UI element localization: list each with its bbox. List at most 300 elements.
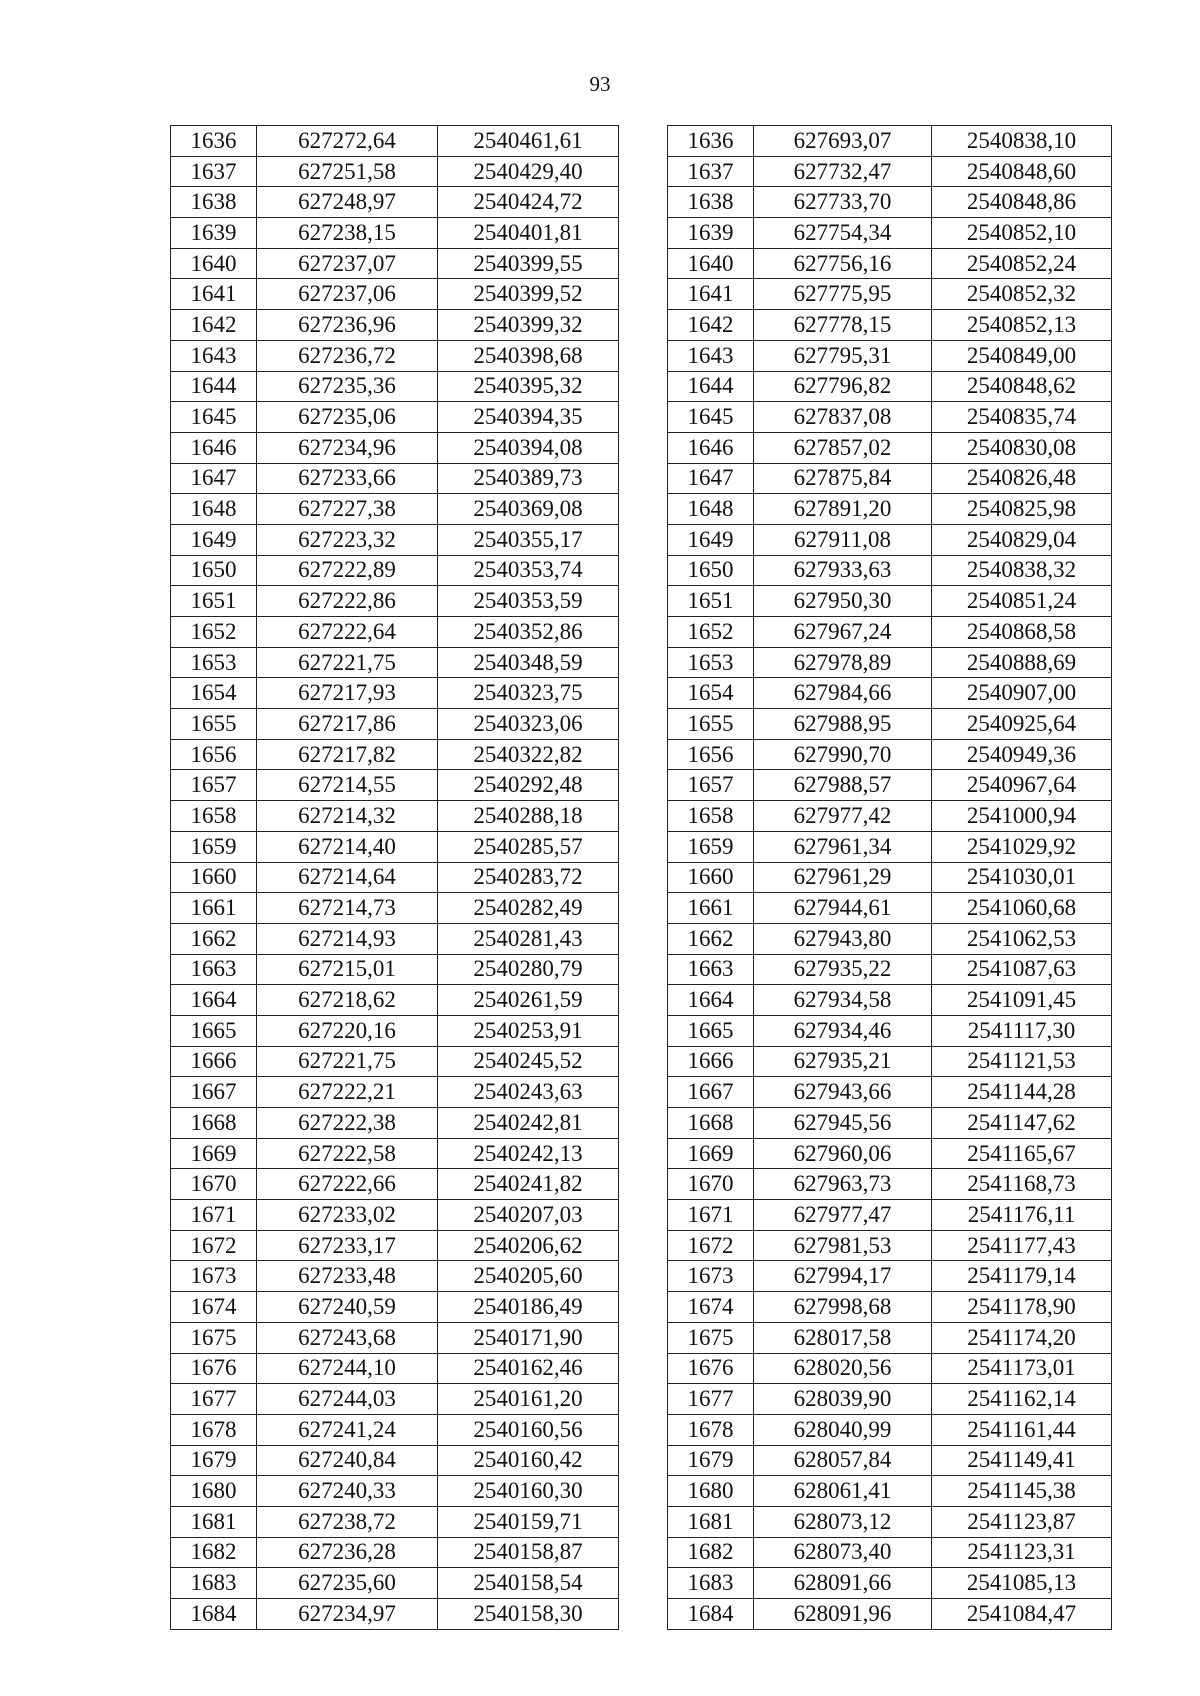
left-point-number: 1654 (171, 678, 257, 709)
left-point-number: 1684 (171, 1599, 257, 1630)
left-x-coordinate: 627235,60 (257, 1568, 438, 1599)
left-x-coordinate: 627237,07 (257, 248, 438, 279)
table-row (171, 1537, 1112, 1568)
column-gap (619, 432, 668, 463)
left-y-coordinate: 2540283,72 (438, 862, 619, 893)
table-row (171, 340, 1112, 371)
table-row (171, 187, 1112, 218)
left-x-coordinate: 627235,36 (257, 371, 438, 402)
right-point-number: 1662 (668, 923, 754, 954)
table-row (171, 923, 1112, 954)
left-point-number: 1648 (171, 494, 257, 525)
column-gap (619, 1537, 668, 1568)
left-x-coordinate: 627227,38 (257, 494, 438, 525)
column-gap (619, 340, 668, 371)
left-y-coordinate: 2540424,72 (438, 187, 619, 218)
right-y-coordinate: 2540852,24 (932, 248, 1112, 279)
left-x-coordinate: 627214,93 (257, 923, 438, 954)
left-x-coordinate: 627214,32 (257, 801, 438, 832)
column-gap (619, 709, 668, 740)
right-point-number: 1667 (668, 1077, 754, 1108)
left-point-number: 1658 (171, 801, 257, 832)
table-row (171, 1506, 1112, 1537)
left-y-coordinate: 2540369,08 (438, 494, 619, 525)
left-point-number: 1667 (171, 1077, 257, 1108)
right-point-number: 1666 (668, 1046, 754, 1077)
right-y-coordinate: 2541085,13 (932, 1568, 1112, 1599)
left-x-coordinate: 627222,89 (257, 555, 438, 586)
right-y-coordinate: 2540825,98 (932, 494, 1112, 525)
left-y-coordinate: 2540394,08 (438, 432, 619, 463)
right-x-coordinate: 627911,08 (754, 524, 932, 555)
right-point-number: 1659 (668, 831, 754, 862)
left-y-coordinate: 2540158,30 (438, 1599, 619, 1630)
left-point-number: 1645 (171, 402, 257, 433)
left-point-number: 1636 (171, 126, 257, 157)
right-x-coordinate: 628091,96 (754, 1599, 932, 1630)
column-gap (619, 1384, 668, 1415)
right-x-coordinate: 627988,57 (754, 770, 932, 801)
right-point-number: 1673 (668, 1261, 754, 1292)
left-y-coordinate: 2540322,82 (438, 739, 619, 770)
left-y-coordinate: 2540205,60 (438, 1261, 619, 1292)
right-x-coordinate: 627978,89 (754, 647, 932, 678)
right-point-number: 1654 (668, 678, 754, 709)
left-point-number: 1678 (171, 1414, 257, 1445)
table-row (171, 524, 1112, 555)
right-point-number: 1684 (668, 1599, 754, 1630)
right-y-coordinate: 2541162,14 (932, 1384, 1112, 1415)
right-point-number: 1682 (668, 1537, 754, 1568)
left-point-number: 1659 (171, 831, 257, 862)
table-row (171, 893, 1112, 924)
table-row (171, 954, 1112, 985)
left-point-number: 1683 (171, 1568, 257, 1599)
right-x-coordinate: 627943,66 (754, 1077, 932, 1108)
right-y-coordinate: 2541145,38 (932, 1476, 1112, 1507)
left-point-number: 1647 (171, 463, 257, 494)
left-y-coordinate: 2540323,06 (438, 709, 619, 740)
coordinates-table-body (171, 126, 1112, 1630)
left-x-coordinate: 627217,86 (257, 709, 438, 740)
column-gap (619, 218, 668, 249)
left-point-number: 1681 (171, 1506, 257, 1537)
left-x-coordinate: 627240,59 (257, 1292, 438, 1323)
column-gap (619, 1169, 668, 1200)
left-y-coordinate: 2540158,54 (438, 1568, 619, 1599)
left-point-number: 1657 (171, 770, 257, 801)
right-x-coordinate: 627934,46 (754, 1015, 932, 1046)
table-row (171, 678, 1112, 709)
right-x-coordinate: 627984,66 (754, 678, 932, 709)
left-point-number: 1676 (171, 1353, 257, 1384)
table-row (171, 402, 1112, 433)
right-y-coordinate: 2541091,45 (932, 985, 1112, 1016)
column-gap (619, 555, 668, 586)
table-row (171, 432, 1112, 463)
column-gap (619, 1261, 668, 1292)
table-row (171, 555, 1112, 586)
table-row (171, 126, 1112, 157)
left-x-coordinate: 627251,58 (257, 156, 438, 187)
right-x-coordinate: 627944,61 (754, 893, 932, 924)
right-point-number: 1655 (668, 709, 754, 740)
table-row (171, 1414, 1112, 1445)
left-x-coordinate: 627240,84 (257, 1445, 438, 1476)
left-y-coordinate: 2540292,48 (438, 770, 619, 801)
right-x-coordinate: 627963,73 (754, 1169, 932, 1200)
left-point-number: 1637 (171, 156, 257, 187)
left-y-coordinate: 2540207,03 (438, 1200, 619, 1231)
column-gap (619, 1599, 668, 1630)
column-gap (619, 617, 668, 648)
right-x-coordinate: 627933,63 (754, 555, 932, 586)
left-x-coordinate: 627233,02 (257, 1200, 438, 1231)
column-gap (619, 1353, 668, 1384)
table-row (171, 371, 1112, 402)
left-point-number: 1682 (171, 1537, 257, 1568)
right-x-coordinate: 627775,95 (754, 279, 932, 310)
left-y-coordinate: 2540461,61 (438, 126, 619, 157)
table-row (171, 739, 1112, 770)
right-point-number: 1641 (668, 279, 754, 310)
right-x-coordinate: 627945,56 (754, 1108, 932, 1139)
table-row (171, 1476, 1112, 1507)
left-y-coordinate: 2540281,43 (438, 923, 619, 954)
right-x-coordinate: 627754,34 (754, 218, 932, 249)
right-y-coordinate: 2541144,28 (932, 1077, 1112, 1108)
column-gap (619, 187, 668, 218)
left-point-number: 1644 (171, 371, 257, 402)
column-gap (619, 1322, 668, 1353)
right-x-coordinate: 627988,95 (754, 709, 932, 740)
column-gap (619, 1414, 668, 1445)
right-y-coordinate: 2541087,63 (932, 954, 1112, 985)
table-row (171, 248, 1112, 279)
table-row (171, 586, 1112, 617)
table-row (171, 463, 1112, 494)
left-x-coordinate: 627236,72 (257, 340, 438, 371)
left-y-coordinate: 2540399,52 (438, 279, 619, 310)
left-x-coordinate: 627272,64 (257, 126, 438, 157)
right-y-coordinate: 2540852,32 (932, 279, 1112, 310)
right-y-coordinate: 2541060,68 (932, 893, 1112, 924)
right-point-number: 1644 (668, 371, 754, 402)
left-x-coordinate: 627240,33 (257, 1476, 438, 1507)
left-point-number: 1656 (171, 739, 257, 770)
left-x-coordinate: 627220,16 (257, 1015, 438, 1046)
column-gap (619, 678, 668, 709)
left-point-number: 1646 (171, 432, 257, 463)
right-point-number: 1657 (668, 770, 754, 801)
left-x-coordinate: 627214,73 (257, 893, 438, 924)
left-y-coordinate: 2540241,82 (438, 1169, 619, 1200)
right-x-coordinate: 627943,80 (754, 923, 932, 954)
right-point-number: 1665 (668, 1015, 754, 1046)
left-x-coordinate: 627222,21 (257, 1077, 438, 1108)
column-gap (619, 279, 668, 310)
left-point-number: 1639 (171, 218, 257, 249)
right-y-coordinate: 2540848,86 (932, 187, 1112, 218)
left-x-coordinate: 627233,48 (257, 1261, 438, 1292)
right-point-number: 1648 (668, 494, 754, 525)
table-row (171, 862, 1112, 893)
right-y-coordinate: 2540925,64 (932, 709, 1112, 740)
left-y-coordinate: 2540171,90 (438, 1322, 619, 1353)
column-gap (619, 985, 668, 1016)
right-y-coordinate: 2541174,20 (932, 1322, 1112, 1353)
right-point-number: 1681 (668, 1506, 754, 1537)
right-y-coordinate: 2540852,13 (932, 310, 1112, 341)
right-x-coordinate: 627998,68 (754, 1292, 932, 1323)
left-x-coordinate: 627243,68 (257, 1322, 438, 1353)
left-y-coordinate: 2540323,75 (438, 678, 619, 709)
left-y-coordinate: 2540282,49 (438, 893, 619, 924)
left-y-coordinate: 2540206,62 (438, 1230, 619, 1261)
table-row (171, 1138, 1112, 1169)
table-row (171, 1322, 1112, 1353)
right-x-coordinate: 627756,16 (754, 248, 932, 279)
right-y-coordinate: 2540830,08 (932, 432, 1112, 463)
left-x-coordinate: 627217,82 (257, 739, 438, 770)
left-point-number: 1655 (171, 709, 257, 740)
right-y-coordinate: 2541149,41 (932, 1445, 1112, 1476)
column-gap (619, 1108, 668, 1139)
column-gap (619, 1445, 668, 1476)
left-y-coordinate: 2540253,91 (438, 1015, 619, 1046)
left-x-coordinate: 627223,32 (257, 524, 438, 555)
table-row (171, 1353, 1112, 1384)
right-y-coordinate: 2541030,01 (932, 862, 1112, 893)
left-y-coordinate: 2540280,79 (438, 954, 619, 985)
column-gap (619, 1200, 668, 1231)
right-point-number: 1638 (668, 187, 754, 218)
right-x-coordinate: 627950,30 (754, 586, 932, 617)
left-x-coordinate: 627222,58 (257, 1138, 438, 1169)
right-point-number: 1653 (668, 647, 754, 678)
column-gap (619, 248, 668, 279)
left-x-coordinate: 627221,75 (257, 647, 438, 678)
left-point-number: 1641 (171, 279, 257, 310)
left-y-coordinate: 2540394,35 (438, 402, 619, 433)
left-y-coordinate: 2540401,81 (438, 218, 619, 249)
table-row (171, 1445, 1112, 1476)
right-y-coordinate: 2540838,32 (932, 555, 1112, 586)
right-x-coordinate: 627837,08 (754, 402, 932, 433)
left-point-number: 1677 (171, 1384, 257, 1415)
table-row (171, 801, 1112, 832)
right-y-coordinate: 2541147,62 (932, 1108, 1112, 1139)
table-row (171, 1169, 1112, 1200)
right-x-coordinate: 627961,29 (754, 862, 932, 893)
column-gap (619, 494, 668, 525)
right-point-number: 1675 (668, 1322, 754, 1353)
left-y-coordinate: 2540395,32 (438, 371, 619, 402)
right-y-coordinate: 2541178,90 (932, 1292, 1112, 1323)
right-point-number: 1643 (668, 340, 754, 371)
left-point-number: 1665 (171, 1015, 257, 1046)
left-x-coordinate: 627222,86 (257, 586, 438, 617)
column-gap (619, 647, 668, 678)
left-x-coordinate: 627222,64 (257, 617, 438, 648)
table-row (171, 1384, 1112, 1415)
column-gap (619, 310, 668, 341)
left-x-coordinate: 627241,24 (257, 1414, 438, 1445)
left-x-coordinate: 627234,96 (257, 432, 438, 463)
right-point-number: 1651 (668, 586, 754, 617)
column-gap (619, 862, 668, 893)
right-x-coordinate: 628061,41 (754, 1476, 932, 1507)
right-point-number: 1674 (668, 1292, 754, 1323)
left-x-coordinate: 627237,06 (257, 279, 438, 310)
left-x-coordinate: 627221,75 (257, 1046, 438, 1077)
left-x-coordinate: 627234,97 (257, 1599, 438, 1630)
right-y-coordinate: 2540967,64 (932, 770, 1112, 801)
right-y-coordinate: 2541000,94 (932, 801, 1112, 832)
left-x-coordinate: 627217,93 (257, 678, 438, 709)
right-point-number: 1647 (668, 463, 754, 494)
right-x-coordinate: 627977,47 (754, 1200, 932, 1231)
left-x-coordinate: 627218,62 (257, 985, 438, 1016)
right-point-number: 1646 (668, 432, 754, 463)
left-y-coordinate: 2540245,52 (438, 1046, 619, 1077)
right-y-coordinate: 2541123,31 (932, 1537, 1112, 1568)
left-point-number: 1640 (171, 248, 257, 279)
column-gap (619, 371, 668, 402)
left-point-number: 1675 (171, 1322, 257, 1353)
right-point-number: 1642 (668, 310, 754, 341)
right-y-coordinate: 2541168,73 (932, 1169, 1112, 1200)
right-x-coordinate: 627857,02 (754, 432, 932, 463)
left-point-number: 1679 (171, 1445, 257, 1476)
left-y-coordinate: 2540389,73 (438, 463, 619, 494)
left-point-number: 1672 (171, 1230, 257, 1261)
column-gap (619, 954, 668, 985)
right-y-coordinate: 2540907,00 (932, 678, 1112, 709)
right-point-number: 1649 (668, 524, 754, 555)
table-row (171, 1599, 1112, 1630)
right-point-number: 1637 (668, 156, 754, 187)
right-point-number: 1680 (668, 1476, 754, 1507)
right-point-number: 1664 (668, 985, 754, 1016)
column-gap (619, 402, 668, 433)
right-x-coordinate: 627934,58 (754, 985, 932, 1016)
right-point-number: 1645 (668, 402, 754, 433)
left-y-coordinate: 2540160,42 (438, 1445, 619, 1476)
right-point-number: 1658 (668, 801, 754, 832)
left-x-coordinate: 627236,28 (257, 1537, 438, 1568)
right-y-coordinate: 2541179,14 (932, 1261, 1112, 1292)
right-y-coordinate: 2541173,01 (932, 1353, 1112, 1384)
left-y-coordinate: 2540242,13 (438, 1138, 619, 1169)
column-gap (619, 1568, 668, 1599)
left-x-coordinate: 627222,66 (257, 1169, 438, 1200)
right-x-coordinate: 627875,84 (754, 463, 932, 494)
left-y-coordinate: 2540261,59 (438, 985, 619, 1016)
right-y-coordinate: 2541177,43 (932, 1230, 1112, 1261)
left-y-coordinate: 2540160,30 (438, 1476, 619, 1507)
left-point-number: 1666 (171, 1046, 257, 1077)
left-x-coordinate: 627244,10 (257, 1353, 438, 1384)
table-row (171, 1230, 1112, 1261)
left-y-coordinate: 2540243,63 (438, 1077, 619, 1108)
left-point-number: 1664 (171, 985, 257, 1016)
column-gap (619, 463, 668, 494)
table-row (171, 1046, 1112, 1077)
right-point-number: 1636 (668, 126, 754, 157)
left-point-number: 1674 (171, 1292, 257, 1323)
column-gap (619, 126, 668, 157)
left-point-number: 1662 (171, 923, 257, 954)
right-y-coordinate: 2541084,47 (932, 1599, 1112, 1630)
left-point-number: 1670 (171, 1169, 257, 1200)
table-row (171, 494, 1112, 525)
right-point-number: 1676 (668, 1353, 754, 1384)
left-point-number: 1671 (171, 1200, 257, 1231)
left-point-number: 1653 (171, 647, 257, 678)
left-y-coordinate: 2540429,40 (438, 156, 619, 187)
left-x-coordinate: 627214,64 (257, 862, 438, 893)
right-y-coordinate: 2541062,53 (932, 923, 1112, 954)
left-y-coordinate: 2540186,49 (438, 1292, 619, 1323)
column-gap (619, 801, 668, 832)
right-point-number: 1663 (668, 954, 754, 985)
column-gap (619, 524, 668, 555)
right-y-coordinate: 2540826,48 (932, 463, 1112, 494)
right-x-coordinate: 627960,06 (754, 1138, 932, 1169)
coordinates-table (170, 125, 1112, 1630)
left-y-coordinate: 2540355,17 (438, 524, 619, 555)
right-y-coordinate: 2540848,62 (932, 371, 1112, 402)
right-point-number: 1672 (668, 1230, 754, 1261)
right-y-coordinate: 2540838,10 (932, 126, 1112, 157)
right-x-coordinate: 628073,12 (754, 1506, 932, 1537)
left-y-coordinate: 2540242,81 (438, 1108, 619, 1139)
left-point-number: 1652 (171, 617, 257, 648)
right-x-coordinate: 627935,21 (754, 1046, 932, 1077)
right-point-number: 1677 (668, 1384, 754, 1415)
left-y-coordinate: 2540348,59 (438, 647, 619, 678)
table-row (171, 1015, 1112, 1046)
column-gap (619, 1046, 668, 1077)
left-y-coordinate: 2540159,71 (438, 1506, 619, 1537)
column-gap (619, 1506, 668, 1537)
right-y-coordinate: 2540851,24 (932, 586, 1112, 617)
left-y-coordinate: 2540353,59 (438, 586, 619, 617)
column-gap (619, 1230, 668, 1261)
left-x-coordinate: 627222,38 (257, 1108, 438, 1139)
table-row (171, 1568, 1112, 1599)
right-point-number: 1656 (668, 739, 754, 770)
column-gap (619, 770, 668, 801)
right-x-coordinate: 628020,56 (754, 1353, 932, 1384)
right-point-number: 1652 (668, 617, 754, 648)
left-point-number: 1668 (171, 1108, 257, 1139)
right-y-coordinate: 2540868,58 (932, 617, 1112, 648)
right-y-coordinate: 2541123,87 (932, 1506, 1112, 1537)
table-row (171, 1108, 1112, 1139)
table-row (171, 770, 1112, 801)
right-y-coordinate: 2540849,00 (932, 340, 1112, 371)
left-point-number: 1660 (171, 862, 257, 893)
right-x-coordinate: 627990,70 (754, 739, 932, 770)
table-row (171, 985, 1112, 1016)
column-gap (619, 831, 668, 862)
table-row (171, 1261, 1112, 1292)
right-y-coordinate: 2541029,92 (932, 831, 1112, 862)
right-x-coordinate: 627935,22 (754, 954, 932, 985)
right-point-number: 1639 (668, 218, 754, 249)
